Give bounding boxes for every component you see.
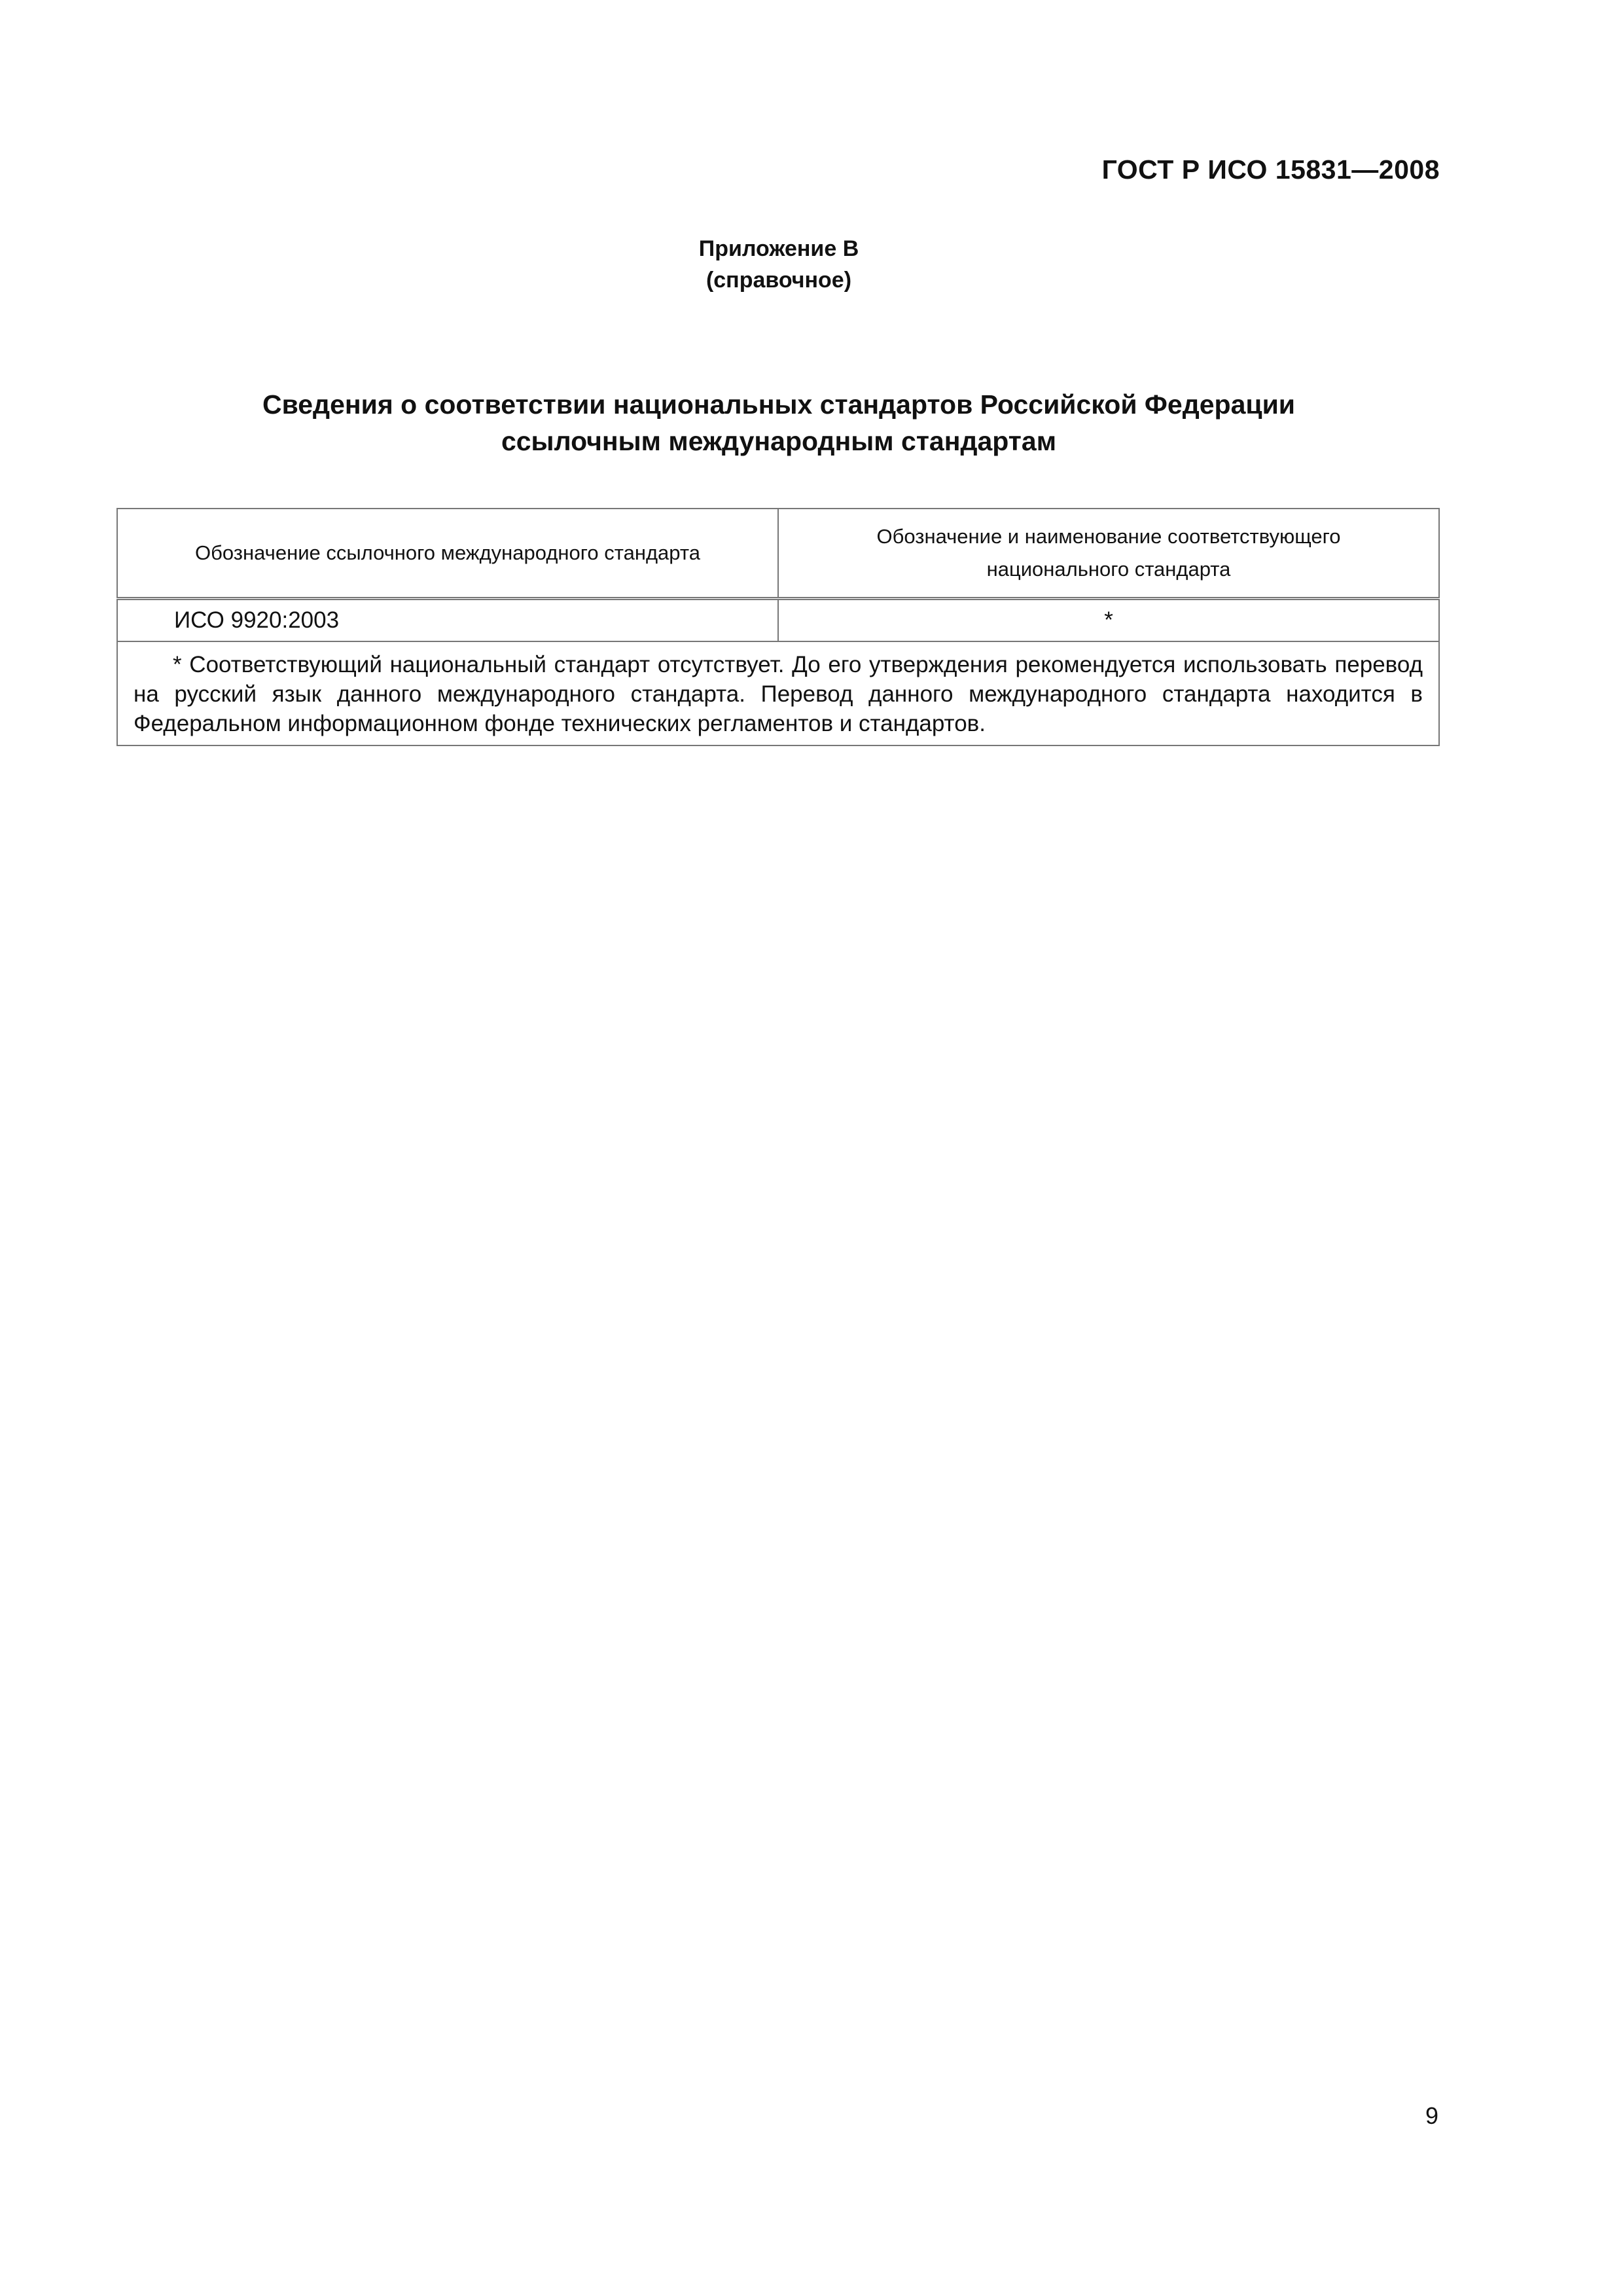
appendix-type: (справочное) (705, 268, 852, 293)
table-cell-national-standard: * (778, 599, 1439, 642)
table-header-national-standard (778, 509, 1439, 599)
table-cell-international-standard: ИСО 9920:2003 (117, 599, 778, 642)
section-title-line-1: Сведения о соответствии национальных стандартов Российской Федерации (262, 389, 1296, 420)
table-header-international-standard: Обозначение ссылочного международного стандарта (117, 509, 778, 599)
appendix-heading (0, 233, 1558, 296)
table-header-row (117, 509, 1439, 599)
page-number: 9 (1425, 2102, 1438, 2129)
table-header-national-standard-text: Обозначение и наименование соответствующего национального стандарта (876, 525, 1341, 581)
section-title-line-2: ссылочным международным стандартам (501, 426, 1057, 456)
table-footnote: * Соответствующий национальный стандарт отсутствует. До его утверждения рекомендуется использовать перевод на русский язык данного международного стандарта. Перевод данного международного стандарта находится в Федеральном информационном фонде технических регламентов и стандартов. (117, 641, 1439, 745)
standards-correspondence-table (116, 508, 1440, 746)
document-code: ГОСТ Р ИСО 15831—2008 (1101, 154, 1440, 185)
section-title (0, 386, 1558, 459)
appendix-label: Приложение В (698, 236, 859, 261)
table-note-row (117, 641, 1439, 745)
table-row (117, 599, 1439, 642)
